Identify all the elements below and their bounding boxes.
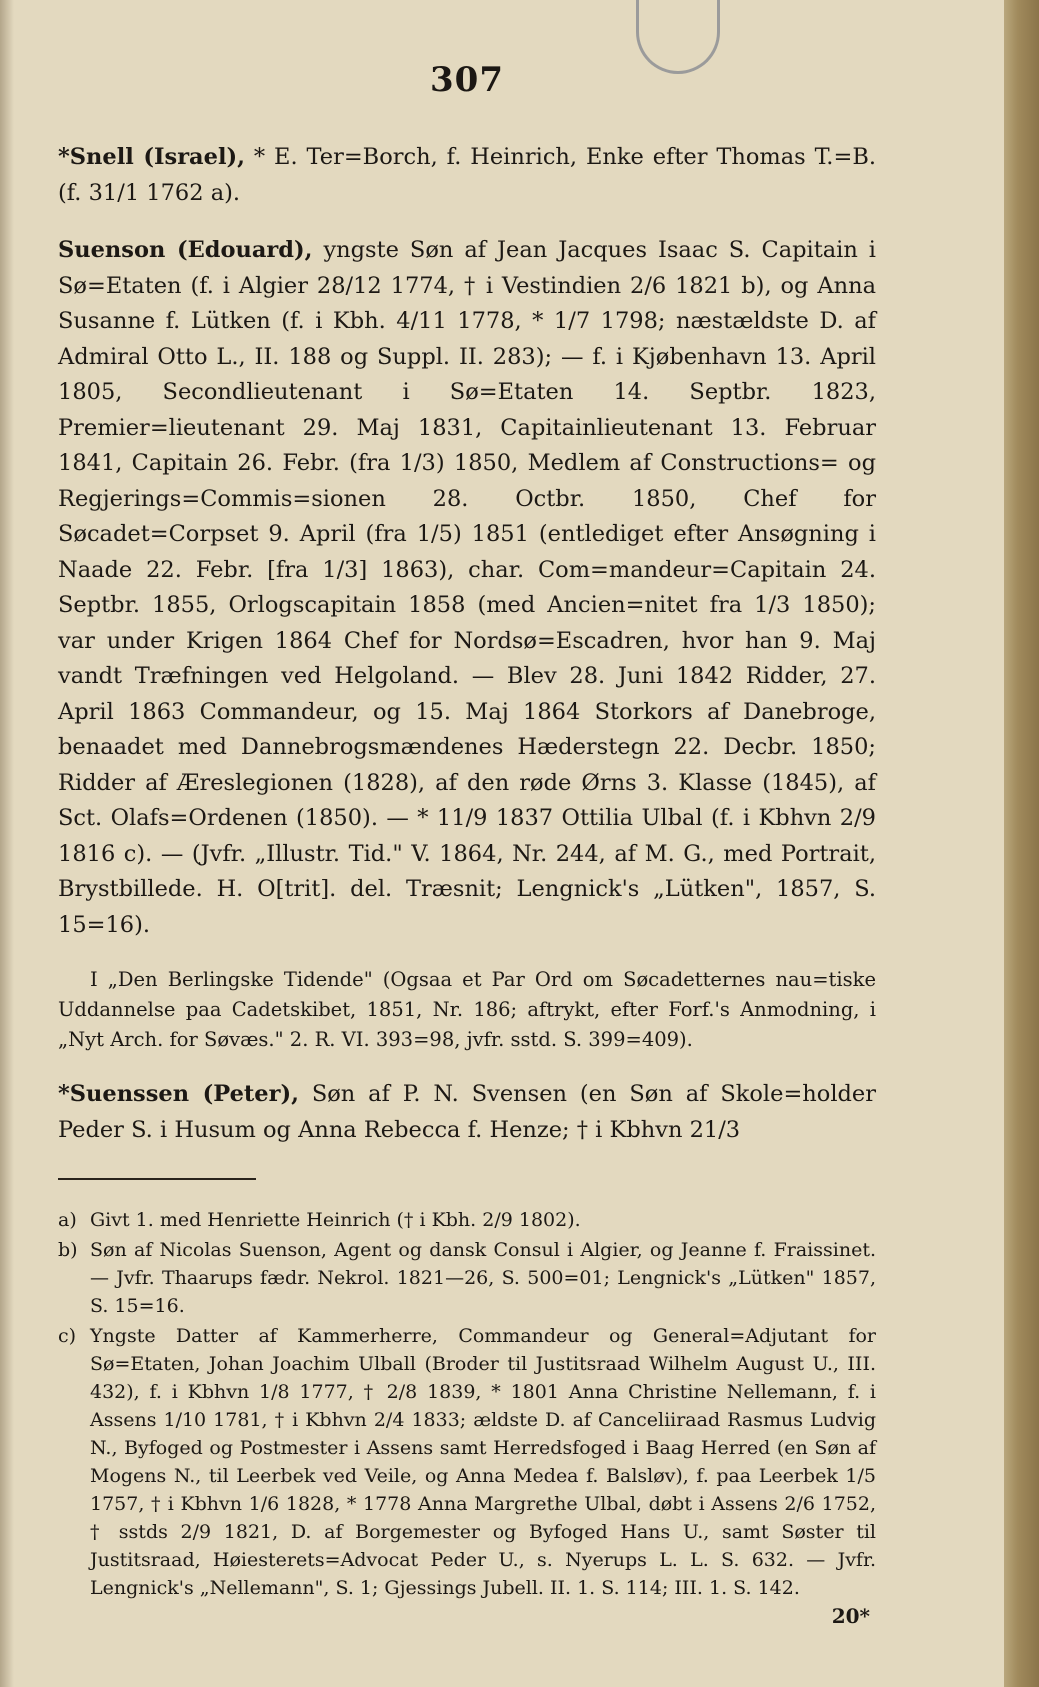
entry-text: Søn af P. N. Svensen (en Søn af Skole=holder Peder S. i Husum og Anna Rebecca f. Henze; † i Kbhvn 21/3 [58,1081,876,1143]
footnote-mark: a) [58,1209,77,1231]
entry-headword: *Snell (Israel), [58,144,245,170]
entry-text: I „Den Berlingske Tidende" (Ogsaa et Par Ord om Søcadetternes nau=tiske Uddannelse paa Cadetskibet, 1851, Nr. 186; aftrykt, efter Forf.'s Anmodning, i „Nyt Arch. for Søvæs." 2. R. VI. 393=98, jvfr. sstd. S. 399=409). [58,968,876,1051]
page-content [58,60,876,1628]
entry-headword: Suenson (Edouard), [58,237,313,263]
entry-suenssen [58,1077,876,1148]
footnotes [58,1206,876,1602]
footnote-text: Yngste Datter af Kammerherre, Commandeur og General=Adjutant for Sø=Etaten, Johan Joachim Ulball (Broder til Justitsraad Wilhelm August U., III. 432), f. i Kbhvn 1/8 1777, † 2/8 1839, * 1801 Anna Christine Nellemann, f. i Assens 1/10 1781, † i Kbhvn 2/4 1833; ældste D. af Canceliiraad Rasmus Ludvig N., Byfoged og Postmester i Assens samt Herredsfoged i Baag Herred (en Søn af Mogens N., til Leerbek ved Veile, og Anna Medea f. Balsløv), f. paa Leerbek 1/5 1757, † i Kbhvn 1/6 1828, * 1778 Anna Margrethe Ulbal, døbt i Assens 2/6 1752, † sstds 2/9 1821, D. af Borgemester og Byfoged Hans U., samt Søster til Justitsraad, Høiesterets=Advocat Peder U., s. Nyerups L. L. S. 632. — Jvfr. Lengnick's „Nellemann", S. 1; Gjessings Jubell. II. 1. S. 114; III. 1. S. 142. [90,1325,876,1599]
book-spine [1004,0,1039,1687]
footnote-text: Søn af Nicolas Suenson, Agent og dansk Consul i Algier, og Jeanne f. Fraissinet. — Jvfr. Thaarups fædr. Nekrol. 1821—26, S. 500=01; Lengnick's „Lütken" 1857, S. 15=16. [90,1239,876,1317]
signature-mark: 20* [831,1604,870,1628]
entry-note [58,965,876,1055]
footnote [58,1322,876,1602]
entry-headword: *Suenssen (Peter), [58,1081,299,1107]
footnote-divider [58,1178,256,1180]
footnote [58,1236,876,1320]
footnote-mark: b) [58,1239,78,1261]
footnote [58,1206,876,1234]
gutter-shadow [0,0,14,1687]
entry-suenson [58,233,876,943]
footnote-text: Givt 1. med Henriette Heinrich († i Kbh. 2/9 1802). [90,1209,581,1231]
entry-text: * E. Ter=Borch, f. Heinrich, Enke efter Thomas T.=B. (f. 31/1 1762 a). [58,144,877,206]
page-number: 307 [430,60,504,100]
entry-text: yngste Søn af Jean Jacques Isaac S. Capitain i Sø=Etaten (f. i Algier 28/12 1774, † i Vestindien 2/6 1821 b), og Anna Susanne f. Lütken (f. i Kbh. 4/11 1778, * 1/7 1798; næstældste D. af Admiral Otto L., II. 188 og Suppl. II. 283); — f. i Kjøbenhavn 13. April 1805, Secondlieutenant i Sø=Etaten 14. Septbr. 1823, Premier=lieutenant 29. Maj 1831, Capitainlieutenant 13. Februar 1841, Capitain 26. Febr. (fra 1/3) 1850, Medlem af Constructions= og Regjerings=Commis=sionen 28. Octbr. 1850, Chef for Søcadet=Corpset 9. April (fra 1/5) 1851 (entlediget efter Ansøgning i Naade 22. Febr. [fra 1/3] 1863), char. Com=mandeur=Capitain 24. Septbr. 1855, Orlogscapitain 1858 (med Ancien=nitet fra 1/3 1850); var under Krigen 1864 Chef for Nordsø=Escadren, hvor han 9. Maj vandt Træfningen ved Helgoland. — Blev 28. Juni 1842 Ridder, 27. April 1863 Commandeur, og 15. Maj 1864 Storkors af Danebroge, benaadet med Dannebrogsmændenes Hæderstegn 22. Decbr. 1850; Ridder af Æreslegionen (1828), af den røde Ørns 3. Klasse (1845), af Sct. Olafs=Ordenen (1850). — * 11/9 1837 Ottilia Ulbal (f. i Kbhvn 2/9 1816 c). — (Jvfr. „Illustr. Tid." V. 1864, Nr. 244, af M. G., med Portrait, Brystbillede. H. O[trit]. del. Træsnit; Lengnick's „Lütken", 1857, S. 15=16). [58,237,876,938]
entry-snell [58,140,876,211]
footnote-mark: c) [58,1325,77,1347]
